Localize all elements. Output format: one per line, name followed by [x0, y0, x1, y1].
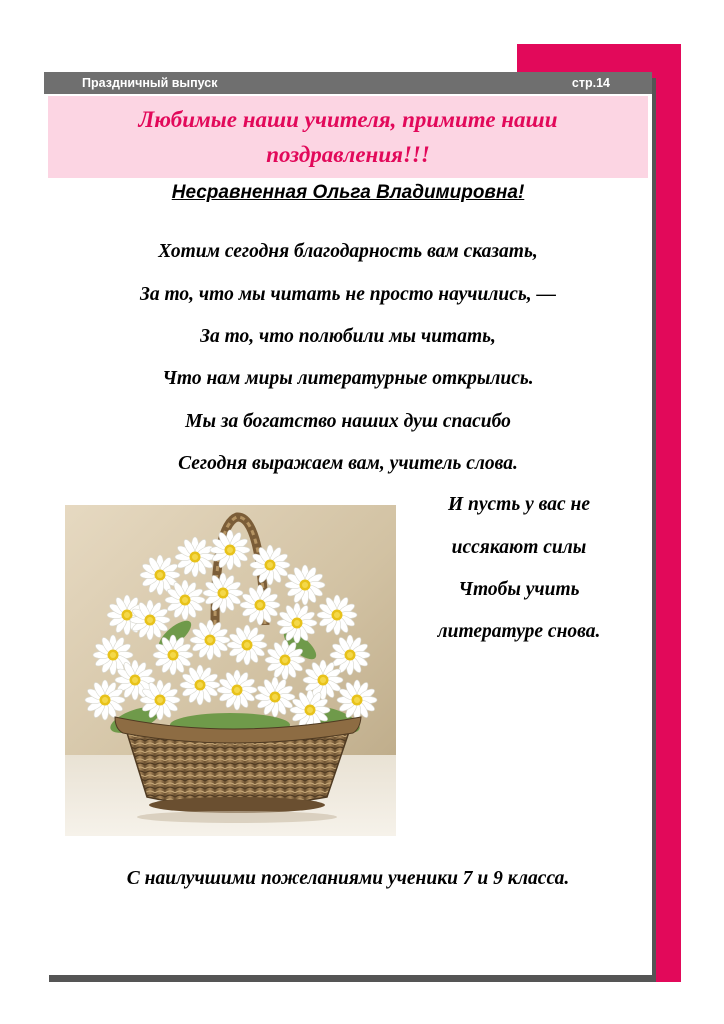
poem-side-line: иссякают силы [451, 537, 587, 558]
poem-line: Сегодня выражаем вам, учитель слова. [178, 453, 518, 474]
issue-name: Праздничный выпуск [82, 76, 218, 90]
title-line-2: поздравления!!! [266, 142, 430, 167]
poem-side-line: литературе снова. [437, 621, 601, 642]
title-banner [48, 96, 648, 178]
header-strip [44, 72, 652, 94]
poem-side-line: И пусть у вас не [447, 494, 591, 515]
poem-line: Что нам миры литературные открылись. [162, 368, 534, 389]
page-number: стр.14 [571, 76, 610, 90]
page-sheet [44, 72, 652, 975]
signature-line: С наилучшими пожеланиями ученики 7 и 9 класса. [126, 868, 570, 889]
poem-line: Хотим сегодня благодарность вам сказать, [158, 241, 538, 262]
daisy-basket-image [65, 505, 396, 836]
greeting-heading: Несравненная Ольга Владимировна! [171, 182, 525, 203]
poem-side-line: Чтобы учить [458, 579, 580, 600]
poem-line: За то, что полюбили мы читать, [200, 326, 496, 347]
title-line-1: Любимые наши учителя, примите наши [138, 107, 558, 132]
poem-line: Мы за богатство наших душ спасибо [185, 411, 511, 432]
poem-line: За то, что мы читать не просто научились, — [139, 284, 557, 305]
